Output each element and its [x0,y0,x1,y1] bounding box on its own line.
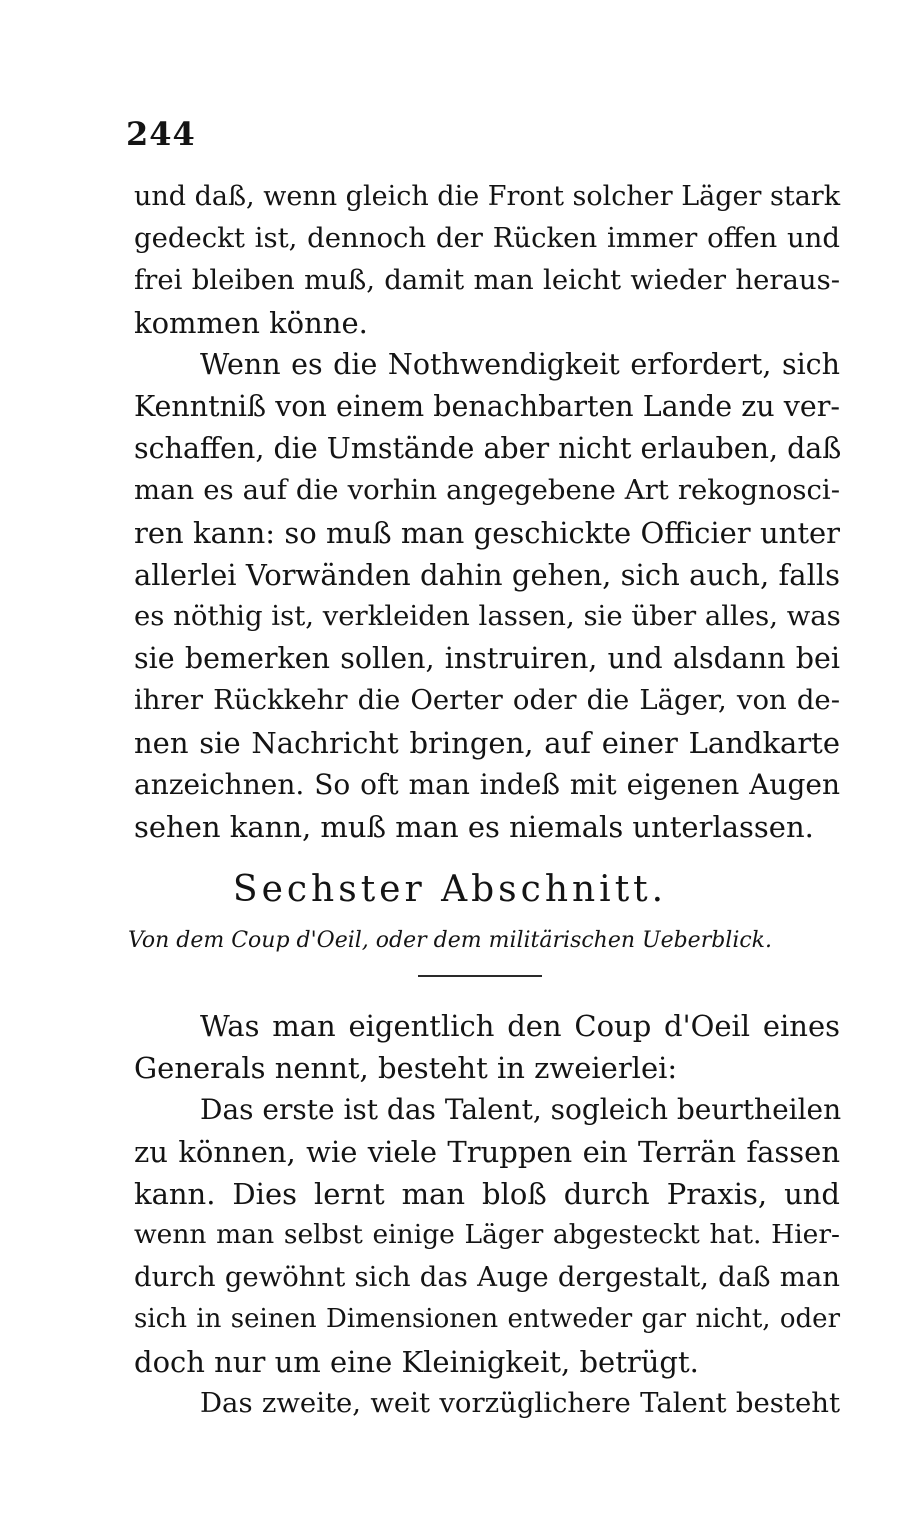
text-line: ren kann: so muß man geschickte Officier unter [134,516,840,550]
text-line: sehen kann, muß man es niemals unterlassen. [134,810,814,844]
text-line: zu können, wie viele Truppen ein Terrän fassen [134,1135,840,1169]
text-line: allerlei Vorwänden dahin gehen, sich auch, falls [134,558,840,592]
section-divider [418,975,542,977]
text-line: durch gewöhnt sich das Auge dergestalt, daß man [134,1261,840,1293]
text-line: doch nur um eine Kleinigkeit, betrügt. [134,1345,699,1379]
text-line: Generals nennt, besteht in zweierlei: [134,1051,678,1085]
text-line: man es auf die vorhin angegebene Art rekognosci- [134,474,840,506]
text-line: kann. Dies lernt man bloß durch Praxis, und [134,1177,840,1211]
section-heading: Sechster Abschnitt. [232,869,668,910]
text-line: Kenntniß von einem benachbarten Lande zu ver- [134,390,840,423]
text-line: sie bemerken sollen, instruiren, und alsdann bei [134,642,840,675]
page-number: 244 [126,115,196,153]
text-line: schaffen, die Umstände aber nicht erlauben, daß [134,432,842,465]
text-line: wenn man selbst einige Läger abgesteckt hat. Hier- [134,1219,840,1250]
text-line: nen sie Nachricht bringen, auf einer Landkarte [134,726,840,760]
text-line: kommen könne. [134,306,368,340]
text-line: und daß, wenn gleich die Front solcher Läger stark [134,181,841,212]
text-line: ihrer Rückkehr die Oerter oder die Läger, von de- [134,684,840,716]
text-line: Wenn es die Nothwendigkeit erfordert, sich [200,348,840,381]
text-line: Was man eigentlich den Coup d'Oeil eines [200,1009,840,1043]
text-line: anzeichnen. So oft man indeß mit eigenen Augen [134,768,840,801]
text-line: frei bleiben muß, damit man leicht wieder heraus- [134,264,840,296]
text-line: Das zweite, weit vorzüglichere Talent besteht [200,1387,840,1419]
section-subheading: Von dem Coup d'Oeil, oder dem militärischen Ueberblick. [127,928,773,953]
text-line: Das erste ist das Talent, sogleich beurtheilen [200,1093,842,1126]
text-line: gedeckt ist, dennoch der Rücken immer offen und [134,222,840,254]
text-line: sich in seinen Dimensionen entweder gar nicht, oder [134,1304,840,1334]
text-line: es nöthig ist, verkleiden lassen, sie über alles, was [134,600,841,632]
